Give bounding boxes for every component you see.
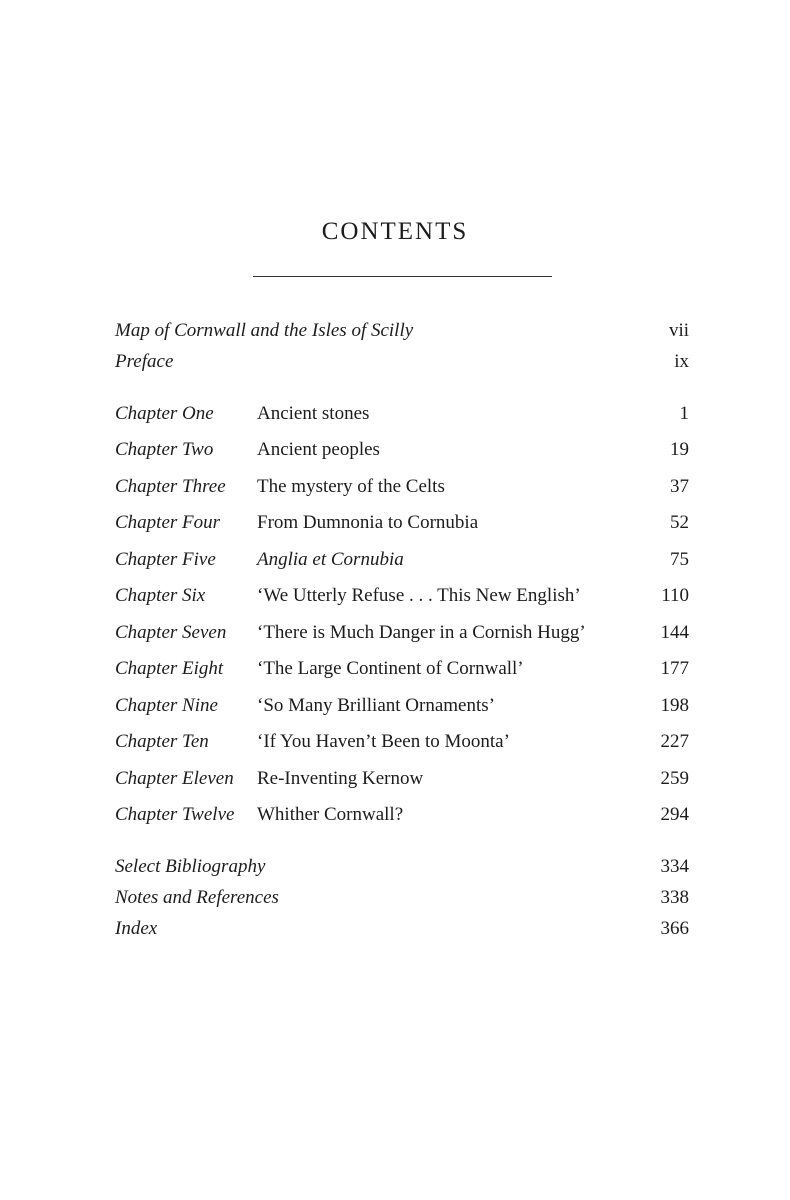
chapter-label: Chapter Five xyxy=(115,549,216,570)
toc-chapter-8[interactable] xyxy=(115,653,689,685)
chapter-label: Chapter Six xyxy=(115,585,206,606)
toc-entry-label: Preface xyxy=(115,351,174,372)
toc-page-number: 1 xyxy=(679,403,689,424)
toc-entry-index[interactable] xyxy=(115,913,689,945)
chapter-label: Chapter Seven xyxy=(115,622,227,643)
toc-chapter-11[interactable] xyxy=(115,763,689,795)
toc-chapter-4[interactable] xyxy=(115,507,689,539)
toc-entry-label: Notes and References xyxy=(115,887,279,908)
toc-entry-label: Map of Cornwall and the Isles of Scilly xyxy=(115,320,414,341)
toc-page-number: 227 xyxy=(660,731,689,752)
toc-page-number: vii xyxy=(668,320,689,341)
chapter-label: Chapter Two xyxy=(115,439,214,460)
chapter-label: Chapter Eight xyxy=(115,658,224,679)
toc-page-number: 338 xyxy=(660,887,689,908)
chapter-title: ‘We Utterly Refuse . . . This New English’ xyxy=(257,585,581,606)
chapter-title: ‘If You Haven’t Been to Moonta’ xyxy=(257,731,510,752)
chapter-title: Ancient stones xyxy=(257,403,370,424)
chapter-title: Re-Inventing Kernow xyxy=(257,768,424,789)
toc-entry-notes[interactable] xyxy=(115,882,689,914)
toc-page-number: 75 xyxy=(670,549,689,570)
chapter-label: Chapter Nine xyxy=(115,695,218,716)
chapter-title: Whither Cornwall? xyxy=(257,804,404,825)
toc-entry-map[interactable] xyxy=(115,315,689,347)
toc-page-number: 259 xyxy=(660,768,689,789)
chapter-title: ‘The Large Continent of Cornwall’ xyxy=(257,658,524,679)
page-title: CONTENTS xyxy=(321,218,469,245)
chapter-label: Chapter Four xyxy=(115,512,221,533)
chapter-title: From Dumnonia to Cornubia xyxy=(257,512,479,533)
toc-entry-preface[interactable] xyxy=(115,346,689,378)
toc-chapter-3[interactable] xyxy=(115,471,689,503)
toc-page-number: 37 xyxy=(670,476,689,497)
toc-chapter-9[interactable] xyxy=(115,690,689,722)
chapter-label: Chapter Three xyxy=(115,476,226,497)
toc-page-number: 110 xyxy=(661,585,689,606)
toc-chapter-5[interactable] xyxy=(115,544,689,576)
chapter-label: Chapter Eleven xyxy=(115,768,234,789)
toc-page-number: 198 xyxy=(660,695,689,716)
toc-entry-bibliography[interactable] xyxy=(115,851,689,883)
toc-chapter-10[interactable] xyxy=(115,726,689,758)
toc-page-number: 177 xyxy=(660,658,689,679)
toc-chapter-1[interactable] xyxy=(115,398,689,430)
toc-chapter-12[interactable] xyxy=(115,799,689,831)
toc-page-number: 366 xyxy=(660,918,689,939)
toc-chapter-7[interactable] xyxy=(115,617,689,649)
chapter-title: ‘So Many Brilliant Ornaments’ xyxy=(257,695,495,716)
chapter-title: The mystery of the Celts xyxy=(257,476,445,497)
toc-page-number: ix xyxy=(674,351,689,372)
toc-page-number: 52 xyxy=(670,512,689,533)
toc-entry-label: Select Bibliography xyxy=(115,856,266,877)
title-divider xyxy=(253,276,552,277)
toc-page-number: 294 xyxy=(660,804,689,825)
chapter-title: Ancient peoples xyxy=(257,439,380,460)
toc-page-number: 19 xyxy=(670,439,689,460)
chapter-label: Chapter One xyxy=(115,403,214,424)
chapter-title: Anglia et Cornubia xyxy=(257,549,404,570)
chapter-label: Chapter Twelve xyxy=(115,804,235,825)
toc-chapter-2[interactable] xyxy=(115,434,689,466)
toc-entry-label: Index xyxy=(115,918,158,939)
chapter-label: Chapter Ten xyxy=(115,731,209,752)
toc-page-number: 334 xyxy=(660,856,689,877)
toc-chapter-6[interactable] xyxy=(115,580,689,612)
chapter-title: ‘There is Much Danger in a Cornish Hugg’ xyxy=(257,622,586,643)
toc-page-number: 144 xyxy=(660,622,689,643)
